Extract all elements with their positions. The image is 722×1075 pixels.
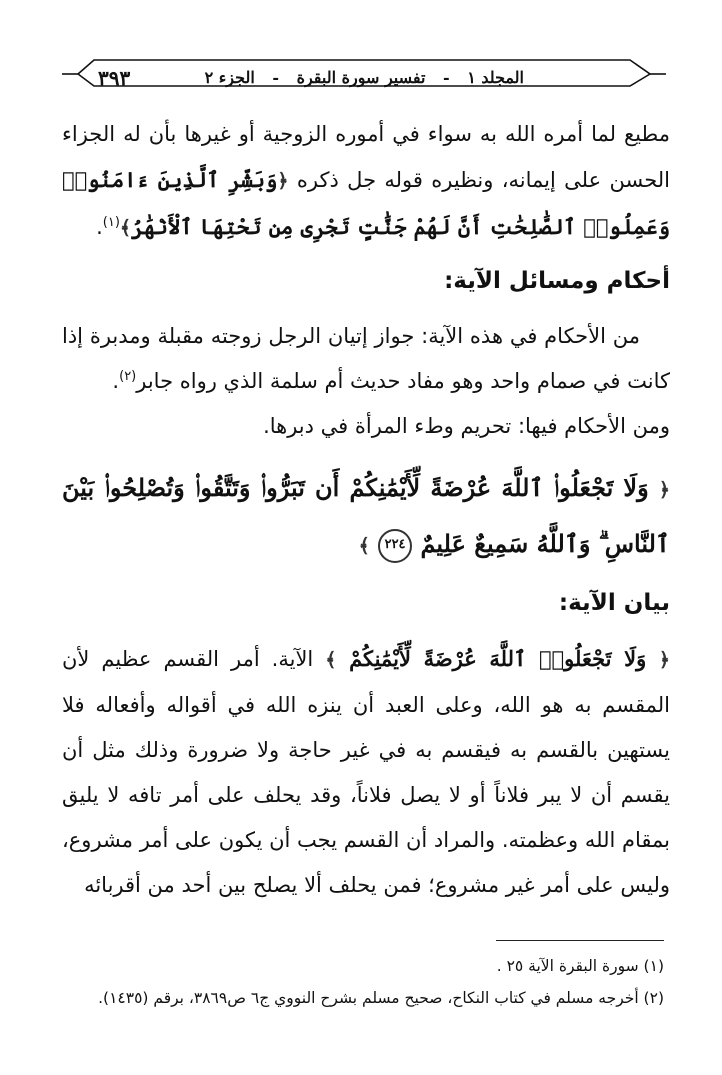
ayah-number-badge: ٢٢٤: [378, 529, 412, 563]
ornate-bracket-open: ﴿: [658, 479, 671, 501]
ornate-bracket-close: ﴾: [119, 217, 132, 239]
footnote-2: (٢) أخرجه مسلم في كتاب النكاح، صحيح مسلم بشرح النووي ج٦ ص٣٨٦٩، برقم (١٤٣٥).: [98, 989, 664, 1007]
footnote-ref-1: (١): [102, 215, 120, 230]
quran-quote-2: [325, 646, 670, 671]
verse-text: وَلَا تَجْعَلُوا۟ ٱللَّهَ عُرْضَةً لِّأَيْمَٰنِكُمْ أَن تَبَرُّوا۟ وَتَتَّقُوا۟ وَتُصْلِحُوا۟ بَيْنَ ٱلنَّاسِ ۗ وَٱللَّهُ سَمِيعٌ عَلِيمٌ: [62, 473, 670, 558]
paragraph-1: مطيع لما أمره الله به سواء في أموره الزوجية أو غيرها بأن له الجزاء الحسن على إيمانه، ونظيره قوله جل ذكره ﴿وَبَشِّرِ ٱلَّذِينَ ءَامَنُوا۟ وَعَمِلُوا۟ ٱلصَّٰلِحَٰتِ أَنَّ لَهُمْ جَنَّٰتٍ تَجْرِى مِن تَحْتِهَا ٱلْأَنْهَٰرُ﴾$^{(١)}$.: [62, 122, 671, 239]
footnote-1: (١) سورة البقرة الآية ٢٥ .: [496, 957, 664, 975]
footnotes: [54, 950, 664, 1014]
ornate-bracket-open: ﴿: [658, 649, 671, 671]
paragraph-4-text: الآية. أمر القسم عظيم لأن المقسم به هو الله، وعلى العبد أن ينزه الله في أقواله وأفعاله فلا يستهين بالقسم به فيقسم به في غير حاجة ولا ضرورة وذلك مثل أن يقسم أن لا يبر فلاناً أو لا يصل فلاناً، وقد يحلف على أمر تافه لا يليق بمقام الله وعظمته. والمراد أن القسم يجب أن يكون على أمر مشروع، وليس على أمر غير مشروع؛ فمن يحلف ألا يصلح بين أحد من أقربائه: [62, 647, 670, 897]
header-book: تفسير سورة البقرة: [296, 68, 426, 87]
ornate-bracket-open: ﴿: [277, 170, 289, 192]
main-text: [62, 112, 670, 908]
section-heading-rulings: أحكام ومسائل الآية:: [444, 268, 670, 294]
running-title: [199, 68, 530, 87]
quran-quote-2-text: وَلَا تَجْعَلُوا۟ ٱللَّهَ عُرْضَةً لِّأَيْمَٰنِكُمْ: [349, 646, 647, 671]
header-volume: المجلد ١: [467, 68, 524, 87]
header-separator-2: -: [272, 68, 279, 87]
paragraph-3: ومن الأحكام فيها: تحريم وطء المرأة في دبرها.: [263, 414, 670, 438]
header-separator: -: [443, 68, 450, 87]
footnote-ref-2: (٢): [119, 369, 137, 384]
page-number: ٣٩٣: [98, 66, 131, 90]
section-heading-explanation: بيان الآية:: [558, 590, 670, 616]
paragraph-1-text: مطيع لما أمره الله به سواء في أموره الزوجية أو غيرها بأن له الجزاء الحسن على إيمانه، ونظيره قوله جل ذكره: [62, 122, 671, 192]
footnote-divider: [496, 940, 664, 941]
quran-quote-1-text: وَبَشِّرِ ٱلَّذِينَ ءَامَنُوا۟ وَعَمِلُوا۟ ٱلصَّٰلِحَٰتِ أَنَّ لَهُمْ جَنَّٰتٍ تَجْرِى مِن تَحْتِهَا ٱلْأَنْهَٰرُ: [62, 167, 670, 239]
ornate-bracket-close: ﴾: [358, 535, 370, 557]
paragraph-2-text: من الأحكام في هذه الآية: جواز إتيان الرجل زوجته مقبلة ومدبرة إذا كانت في صمام واحد وهو مفاد حديث أم سلمة الذي رواه جابر: [62, 324, 670, 393]
paragraph-4: [62, 636, 670, 908]
header-part: الجزء ٢: [204, 68, 255, 87]
running-header: [58, 48, 668, 100]
paragraph-2: من الأحكام في هذه الآية: جواز إتيان الرجل زوجته مقبلة ومدبرة إذا كانت في صمام واحد وهو مفاد حديث أم سلمة الذي رواه جابر$^{(٢)}$.: [62, 324, 670, 393]
ornate-bracket-close: ﴾: [325, 649, 337, 671]
verse-block: [62, 461, 670, 573]
